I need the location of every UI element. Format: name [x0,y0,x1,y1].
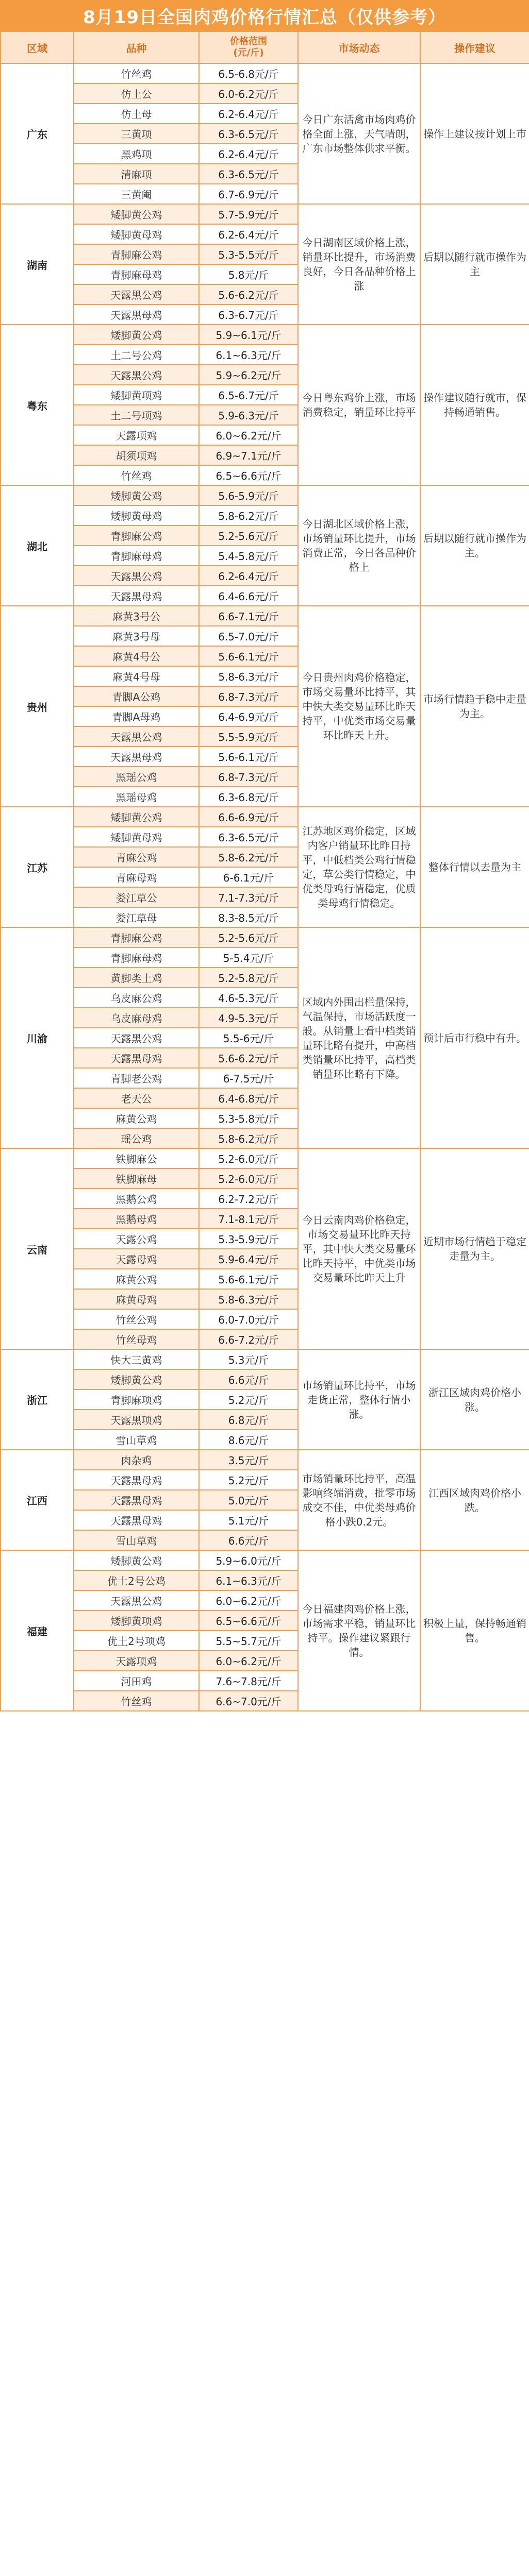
variety-cell: 天露黑公鸡 [74,726,199,747]
price-cell: 5.1元/斤 [199,1510,298,1530]
price-cell: 6.6-6.9元/斤 [199,807,298,827]
operation-advice-cell: 后期以随行就市操作为主。 [420,485,529,606]
page-title: 8月19日全国肉鸡价格行情汇总（仅供参考） [0,0,529,31]
price-cell: 5.9~6.0元/斤 [199,1550,298,1570]
variety-cell: 青脚麻公鸡 [74,244,199,264]
price-cell: 5.8-6.3元/斤 [199,666,298,686]
variety-cell: 青脚麻公鸡 [74,927,199,947]
price-cell: 6.2-6.4元/斤 [199,224,298,244]
variety-cell: 快大三黄鸡 [74,1349,199,1369]
variety-cell: 麻黄3号公 [74,606,199,626]
price-cell: 4.6-5.3元/斤 [199,988,298,1008]
variety-cell: 黑鹅母鸡 [74,1209,199,1229]
operation-advice-cell: 市场行情趋于稳中走量为主。 [420,606,529,807]
table-row [1,927,529,947]
region-cell: 湖南 [1,204,74,325]
market-dynamics-cell: 市场销量环比持平，市场走货正常，整体行情小涨。 [298,1349,420,1450]
price-cell: 5.6-6.1元/斤 [199,1269,298,1289]
price-cell: 6.5-6.7元/斤 [199,385,298,405]
variety-cell: 青脚老公鸡 [74,1068,199,1088]
price-cell: 5.2元/斤 [199,1470,298,1490]
price-cell: 6-6.1元/斤 [199,867,298,887]
table-body [1,63,529,1711]
price-cell: 8.3-8.5元/斤 [199,907,298,927]
header-price-line1: 价格范围 [230,36,267,47]
header-price-line2: (元/斤) [233,47,264,58]
price-cell: 6.0~6.2元/斤 [199,1651,298,1671]
variety-cell: 青麻公鸡 [74,847,199,867]
market-dynamics-cell: 江苏地区鸡价稳定，区域内客户销量环比昨日持平，中低档类公鸡行情稳定，草公类行情稳定，中优类母鸡行情稳定，优质类母鸡行情稳定。 [298,807,420,927]
price-cell: 3.5元/斤 [199,1450,298,1470]
price-cell: 5.2-5.6元/斤 [199,526,298,546]
variety-cell: 青脚麻项鸡 [74,1389,199,1410]
variety-cell: 青脚A公鸡 [74,686,199,706]
operation-advice-cell: 近期市场行情趋于稳定走量为主。 [420,1148,529,1349]
operation-advice-cell: 整体行情以去量为主 [420,807,529,927]
market-dynamics-cell: 今日贵州肉鸡价格稳定，市场交易量环比持平，其中快大类交易量环比昨天持平，中优类市场交易量环比昨天上升。 [298,606,420,807]
variety-cell: 河田鸡 [74,1671,199,1691]
variety-cell: 优土2号项鸡 [74,1631,199,1651]
market-dynamics-cell: 今日云南肉鸡价格稳定，市场交易量环比昨天持平，其中快大类交易量环比昨天持平，中优类市场交易量环比昨天上升 [298,1148,420,1349]
variety-cell: 土二号公鸡 [74,345,199,365]
price-cell: 7.1-8.1元/斤 [199,1209,298,1229]
variety-cell: 天露项鸡 [74,425,199,445]
market-dynamics-cell: 市场销量环比持平，高温影响终端消费，批零市场成交不佳，中优类母鸡价格小跌0.2元。 [298,1450,420,1550]
price-cell: 6.0~6.2元/斤 [199,1590,298,1611]
price-cell: 5.5-5.9元/斤 [199,726,298,747]
variety-cell: 黑瑶公鸡 [74,767,199,787]
variety-cell: 铁脚麻公 [74,1148,199,1168]
variety-cell: 天露黑公鸡 [74,1028,199,1048]
price-cell: 5.3-5.9元/斤 [199,1229,298,1249]
variety-cell: 天露黑母鸡 [74,1490,199,1510]
variety-cell: 老天公 [74,1088,199,1108]
variety-cell: 竹丝公鸡 [74,1309,199,1329]
table-row [1,63,529,83]
market-dynamics-cell: 区域内外围出栏量保持，气温保持，市场活跃度一般。从销量上看中档类销量环比略有提升，中高档类销量环比持平，高档类销量环比略有下降。 [298,927,420,1148]
variety-cell: 乌皮麻母鸡 [74,1008,199,1028]
variety-cell: 矮脚黄公鸡 [74,485,199,505]
price-cell: 6.6-7.1元/斤 [199,606,298,626]
price-cell: 6.7-6.9元/斤 [199,184,298,204]
price-cell: 6.3-6.7元/斤 [199,304,298,325]
region-cell: 贵州 [1,606,74,807]
price-cell: 5.2-5.6元/斤 [199,927,298,947]
price-cell: 6.3-6.5元/斤 [199,827,298,847]
variety-cell: 黑鸡项 [74,144,199,164]
variety-cell: 麻黄4号母 [74,666,199,686]
price-cell: 6.0-7.0元/斤 [199,1309,298,1329]
variety-cell: 天露黑母鸡 [74,1470,199,1490]
variety-cell: 竹丝鸡 [74,465,199,485]
price-cell: 5.8元/斤 [199,264,298,284]
table-row [1,1450,529,1470]
price-cell: 6.4-6.9元/斤 [199,706,298,726]
region-cell: 川渝 [1,927,74,1148]
operation-advice-cell: 江西区域肉鸡价格小跌。 [420,1450,529,1550]
region-cell: 云南 [1,1148,74,1349]
price-cell: 6.5~6.6元/斤 [199,1611,298,1631]
price-cell: 6.0~6.2元/斤 [199,425,298,445]
price-cell: 5.6-6.2元/斤 [199,1048,298,1068]
variety-cell: 竹丝母鸡 [74,1329,199,1349]
variety-cell: 土二号项鸡 [74,405,199,425]
price-cell: 6.5-7.0元/斤 [199,626,298,646]
price-cell: 6.5-6.8元/斤 [199,63,298,83]
variety-cell: 黑鹅公鸡 [74,1189,199,1209]
price-cell: 5.5-6元/斤 [199,1028,298,1048]
variety-cell: 天露黑公鸡 [74,365,199,385]
price-cell: 6.6-7.2元/斤 [199,1329,298,1349]
variety-cell: 天露黑母鸡 [74,1048,199,1068]
operation-advice-cell: 后期以随行就市操作为主 [420,204,529,325]
price-cell: 6.1~6.3元/斤 [199,345,298,365]
price-cell: 5.8-6.2元/斤 [199,505,298,526]
price-cell: 5.9-6.3元/斤 [199,405,298,425]
variety-cell: 天露黑公鸡 [74,1590,199,1611]
price-cell: 6.2-6.4元/斤 [199,104,298,124]
price-cell: 6.0-6.2元/斤 [199,83,298,104]
variety-cell: 肉杂鸡 [74,1450,199,1470]
table-row [1,807,529,827]
price-cell: 6.6元/斤 [199,1369,298,1389]
price-cell: 6.5~6.6元/斤 [199,465,298,485]
region-cell: 粤东 [1,325,74,485]
variety-cell: 瑶公鸡 [74,1128,199,1148]
price-cell: 5.8-6.2元/斤 [199,1128,298,1148]
price-cell: 6.3-6.5元/斤 [199,164,298,184]
region-cell: 湖北 [1,485,74,606]
variety-cell: 矮脚黄公鸡 [74,1550,199,1570]
price-cell: 5.6-6.1元/斤 [199,646,298,666]
region-cell: 福建 [1,1550,74,1711]
price-cell: 6.3-6.8元/斤 [199,787,298,807]
market-dynamics-cell: 今日福建肉鸡价格上涨，市场需求平稳，销量环比持平。操作建议紧跟行情。 [298,1550,420,1711]
variety-cell: 麻黄公鸡 [74,1269,199,1289]
variety-cell: 青脚A母鸡 [74,706,199,726]
price-cell: 4.9-5.3元/斤 [199,1008,298,1028]
header-advice: 操作建议 [420,31,529,63]
market-dynamics-cell: 今日湖北区域价格上涨，市场销量环比提升，市场消费正常，今日各品种价格上 [298,485,420,606]
variety-cell: 青脚麻公鸡 [74,526,199,546]
header-variety: 品种 [74,31,199,63]
variety-cell: 黄脚类土鸡 [74,968,199,988]
price-cell: 6.1~6.3元/斤 [199,1570,298,1590]
price-cell: 6.9~7.1元/斤 [199,445,298,465]
variety-cell: 竹丝鸡 [74,1691,199,1711]
price-cell: 5.9~6.1元/斤 [199,325,298,345]
variety-cell: 麻黄公鸡 [74,1108,199,1128]
variety-cell: 雪山草鸡 [74,1530,199,1550]
operation-advice-cell: 积极上量，保持畅通销售。 [420,1550,529,1711]
region-cell: 浙江 [1,1349,74,1450]
variety-cell: 青麻母鸡 [74,867,199,887]
price-cell: 5.8-6.3元/斤 [199,1289,298,1309]
price-cell: 5.2-6.0元/斤 [199,1148,298,1168]
table-row [1,606,529,626]
variety-cell: 铁脚麻母 [74,1168,199,1189]
operation-advice-cell: 预计后市行稳中有升。 [420,927,529,1148]
table-row [1,1148,529,1168]
market-dynamics-cell: 今日粤东鸡价上涨，市场消费稳定，销量环比持平 [298,325,420,485]
variety-cell: 天露黑母鸡 [74,1510,199,1530]
variety-cell: 天露黑公鸡 [74,566,199,586]
price-cell: 5.7-5.9元/斤 [199,204,298,224]
variety-cell: 麻黄母鸡 [74,1289,199,1309]
header-region: 区域 [1,31,74,63]
table-row [1,325,529,345]
price-cell: 7.1-7.3元/斤 [199,887,298,907]
variety-cell: 优土2号公鸡 [74,1570,199,1590]
table-row [1,485,529,505]
price-cell: 5.6-6.2元/斤 [199,284,298,304]
variety-cell: 天露公鸡 [74,1229,199,1249]
variety-cell: 矮脚黄公鸡 [74,204,199,224]
table-row [1,1349,529,1369]
price-cell: 6-7.5元/斤 [199,1068,298,1088]
variety-cell: 雪山草鸡 [74,1430,199,1450]
region-cell: 江西 [1,1450,74,1550]
price-cell: 5.9~6.2元/斤 [199,365,298,385]
variety-cell: 天露黑母鸡 [74,747,199,767]
variety-cell: 天露黑母鸡 [74,586,199,606]
variety-cell: 娄江草公 [74,887,199,907]
price-cell: 6.2-7.2元/斤 [199,1189,298,1209]
header-dynamics: 市场动态 [298,31,420,63]
price-cell: 8.6元/斤 [199,1430,298,1450]
variety-cell: 黑瑶母鸡 [74,787,199,807]
variety-cell: 仿土母 [74,104,199,124]
price-cell: 5.8-6.2元/斤 [199,847,298,867]
variety-cell: 天露黑项鸡 [74,1410,199,1430]
price-cell: 5-5.4元/斤 [199,947,298,968]
variety-cell: 麻黄4号公 [74,646,199,666]
variety-cell: 矮脚黄公鸡 [74,1369,199,1389]
operation-advice-cell: 操作上建议按计划上市 [420,63,529,204]
variety-cell: 胡须项鸡 [74,445,199,465]
variety-cell: 矮脚黄母鸡 [74,224,199,244]
variety-cell: 青脚麻母鸡 [74,546,199,566]
variety-cell: 天露母鸡 [74,1249,199,1269]
variety-cell: 矮脚黄母鸡 [74,827,199,847]
variety-cell: 天露黑母鸡 [74,304,199,325]
price-cell: 5.3-5.8元/斤 [199,1108,298,1128]
variety-cell: 麻黄3号母 [74,626,199,646]
price-table [0,31,529,1711]
price-cell: 5.4-5.8元/斤 [199,546,298,566]
header-row [1,31,529,63]
variety-cell: 三黄项 [74,124,199,144]
variety-cell: 天露黑公鸡 [74,284,199,304]
price-cell: 5.2-6.0元/斤 [199,1168,298,1189]
variety-cell: 矮脚黄公鸡 [74,807,199,827]
price-cell: 5.2元/斤 [199,1389,298,1410]
price-cell: 5.3-5.5元/斤 [199,244,298,264]
variety-cell: 乌皮麻公鸡 [74,988,199,1008]
variety-cell: 矮脚黄项鸡 [74,385,199,405]
price-cell: 6.8-7.3元/斤 [199,767,298,787]
market-dynamics-cell: 今日湖南区域价格上涨，销量环比提升，市场消费良好，今日各品种价格上涨 [298,204,420,325]
price-cell: 5.2-5.8元/斤 [199,968,298,988]
price-cell: 6.6元/斤 [199,1530,298,1550]
variety-cell: 青脚麻母鸡 [74,264,199,284]
variety-cell: 清麻项 [74,164,199,184]
variety-cell: 三黄阉 [74,184,199,204]
price-cell: 6.2-6.4元/斤 [199,566,298,586]
variety-cell: 娄江草母 [74,907,199,927]
variety-cell: 天露项鸡 [74,1651,199,1671]
variety-cell: 矮脚黄公鸡 [74,325,199,345]
price-cell: 6.8-7.3元/斤 [199,686,298,706]
price-cell: 5.6-6.1元/斤 [199,747,298,767]
price-cell: 6.4-6.6元/斤 [199,586,298,606]
region-cell: 广东 [1,63,74,204]
price-cell: 6.8元/斤 [199,1410,298,1430]
price-cell: 5.9-6.4元/斤 [199,1249,298,1269]
price-cell: 6.4-6.8元/斤 [199,1088,298,1108]
price-cell: 7.6~7.8元/斤 [199,1671,298,1691]
table-row [1,1550,529,1570]
operation-advice-cell: 操作建议随行就市，保持畅通销售。 [420,325,529,485]
table-row [1,204,529,224]
variety-cell: 青脚麻母鸡 [74,947,199,968]
variety-cell: 仿土公 [74,83,199,104]
header-price [199,31,298,63]
variety-cell: 竹丝鸡 [74,63,199,83]
region-cell: 江苏 [1,807,74,927]
price-cell: 5.5~5.7元/斤 [199,1631,298,1651]
variety-cell: 矮脚黄项鸡 [74,1611,199,1631]
market-dynamics-cell: 今日广东活禽市场肉鸡价格全面上涨，天气晴朗，广东市场整体供求平衡。 [298,63,420,204]
price-cell: 5.0元/斤 [199,1490,298,1510]
price-cell: 6.2-6.4元/斤 [199,144,298,164]
price-cell: 5.6-5.9元/斤 [199,485,298,505]
price-cell: 6.3-6.5元/斤 [199,124,298,144]
variety-cell: 矮脚黄母鸡 [74,505,199,526]
operation-advice-cell: 浙江区域肉鸡价格小涨。 [420,1349,529,1450]
price-cell: 5.3元/斤 [199,1349,298,1369]
price-cell: 6.6~7.0元/斤 [199,1691,298,1711]
